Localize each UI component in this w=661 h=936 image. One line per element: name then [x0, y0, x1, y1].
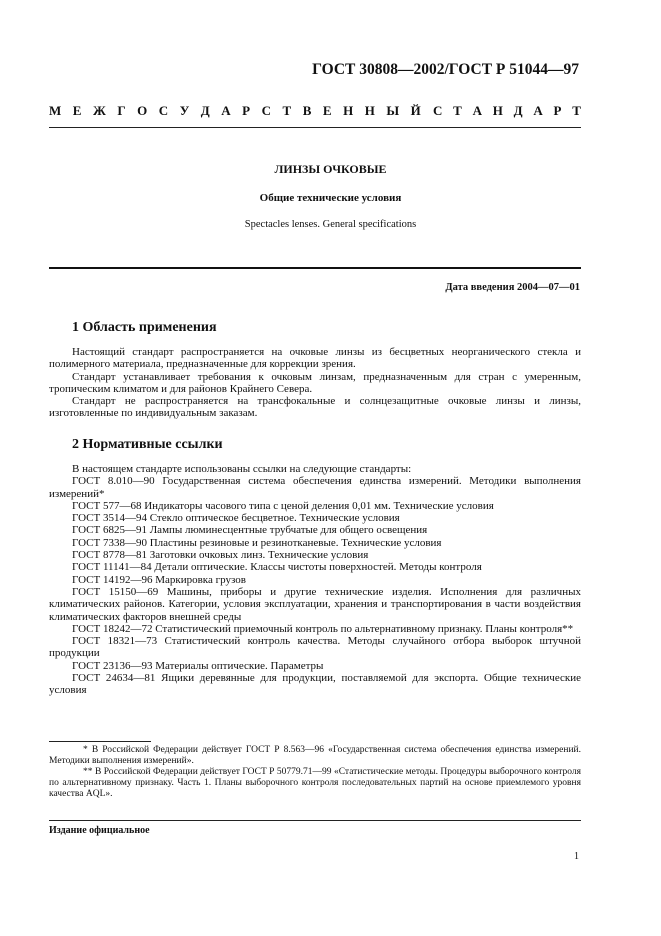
header-letter: А — [533, 103, 543, 118]
header-letter: В — [302, 103, 312, 118]
header-letter: Ж — [92, 103, 106, 118]
references-list — [49, 463, 581, 697]
standard-word-standard — [433, 103, 581, 119]
section-1-body — [49, 346, 581, 420]
footnote: ** В Российской Федерации действует ГОСТ Р 50779.71—99 «Статистические методы. Процедуры выборочного контроля по альтернативному признаку. Часть 1. Планы выборочного контроля последовательных партий на основе приемлемого уровня качества AQL». — [49, 767, 581, 799]
header-letter: С — [433, 103, 443, 118]
reference-item: ГОСТ 3514—94 Стекло оптическое бесцветное. Технические условия — [72, 512, 400, 525]
header-letter: А — [221, 103, 231, 118]
reference-item: ГОСТ 577—68 Индикаторы часового типа с ценой деления 0,01 мм. Технические условия — [72, 499, 494, 512]
header-letter: Т — [282, 103, 292, 118]
section-2-heading: 2 Нормативные ссылки — [72, 437, 223, 452]
english-title: Spectacles lenses. General specifications — [244, 219, 417, 230]
reference-item: ГОСТ 6825—91 Лампы люминесцентные трубчатые для общего освещения — [72, 524, 428, 537]
reference-item: ГОСТ 14192—96 Маркировка грузов — [72, 573, 246, 586]
header-divider — [49, 127, 581, 128]
header-letter: Р — [242, 103, 251, 118]
header-letter: Й — [410, 103, 421, 118]
reference-item: ГОСТ 8.010—90 Государственная система обеспечения единства измерений. Методики выполнения измерений* — [49, 475, 581, 500]
footnote-divider — [49, 741, 151, 742]
reference-item: ГОСТ 18321—73 Статистический контроль качества. Методы случайного отбора выборок штучной продукции — [49, 635, 581, 660]
header-letter: Г — [117, 103, 126, 118]
header-letter: Ы — [386, 103, 400, 118]
header-letter: Т — [572, 103, 581, 118]
footer-divider — [49, 820, 581, 821]
title-divider — [49, 267, 581, 269]
header-letter: Д — [200, 103, 210, 118]
edition-note: Издание официальное — [49, 825, 150, 836]
header-letter: С — [261, 103, 271, 118]
reference-item: ГОСТ 23136—93 Материалы оптические. Параметры — [72, 659, 324, 672]
header-letter: А — [472, 103, 482, 118]
paragraph: Настоящий стандарт распространяется на очковые линзы из бесцветных неорганического стекла и полимерного материала, предназначенные для коррекции зрения. — [49, 346, 581, 371]
header-letter: Д — [513, 103, 523, 118]
reference-item: ГОСТ 24634—81 Ящики деревянные для продукции, поставляемой для экспорта. Общие технические условия — [49, 672, 581, 697]
reference-item: ГОСТ 15150—69 Машины, приборы и другие технические изделия. Исполнения для различных климатических районов. Категории, условия эксплуатации, хранения и транспортирования в части воздействия климатических факторов внешней среды — [49, 585, 581, 623]
reference-item: ГОСТ 11141—84 Детали оптические. Классы чистоты поверхностей. Методы контроля — [72, 561, 482, 574]
section-1-heading: 1 Область применения — [72, 320, 217, 335]
document-subtitle: Общие технические условия — [259, 192, 402, 204]
header-letter: О — [137, 103, 148, 118]
page-number: 1 — [574, 851, 579, 862]
header-letter: Н — [343, 103, 354, 118]
standard-type-line — [49, 103, 581, 119]
reference-item: ГОСТ 18242—72 Статистический приемочный контроль по альтернативному признаку. Планы контроля** — [72, 622, 574, 635]
header-letter: У — [179, 103, 190, 118]
reference-item: ГОСТ 8778—81 Заготовки очковых линз. Технические условия — [72, 549, 369, 562]
header-letter: М — [49, 103, 62, 118]
document-code: ГОСТ 30808—2002/ГОСТ Р 51044—97 — [312, 61, 579, 78]
header-letter: Н — [364, 103, 375, 118]
document-title: ЛИНЗЫ ОЧКОВЫЕ — [274, 162, 387, 176]
header-letter: С — [158, 103, 169, 118]
paragraph: Стандарт устанавливает требования к очковым линзам, предназначенным для стран с умеренным, тропическим климатом и для районов Крайнего Севера. — [49, 370, 581, 395]
header-letter: Т — [453, 103, 462, 118]
header-letter: Е — [322, 103, 332, 118]
introduction-date: Дата введения 2004—07—01 — [445, 282, 580, 293]
header-letter: Р — [553, 103, 562, 118]
paragraph: Стандарт не распространяется на трансфокальные и солнцезащитные очковые линзы и линзы, изготовленные по индивидуальным заказам. — [49, 395, 581, 420]
header-letter: Н — [492, 103, 503, 118]
references-intro: В настоящем стандарте использованы ссылки на следующие стандарты: — [72, 463, 412, 475]
footnotes — [49, 745, 581, 800]
footnote: * В Российской Федерации действует ГОСТ Р 8.563—96 «Государственная система обеспечения единства измерений. Методики выполнения измерений». — [49, 745, 581, 766]
header-letter: Е — [72, 103, 82, 118]
standard-word-interstate — [49, 103, 421, 119]
reference-item: ГОСТ 7338—90 Пластины резиновые и резинотканевые. Технические условия — [72, 536, 442, 549]
